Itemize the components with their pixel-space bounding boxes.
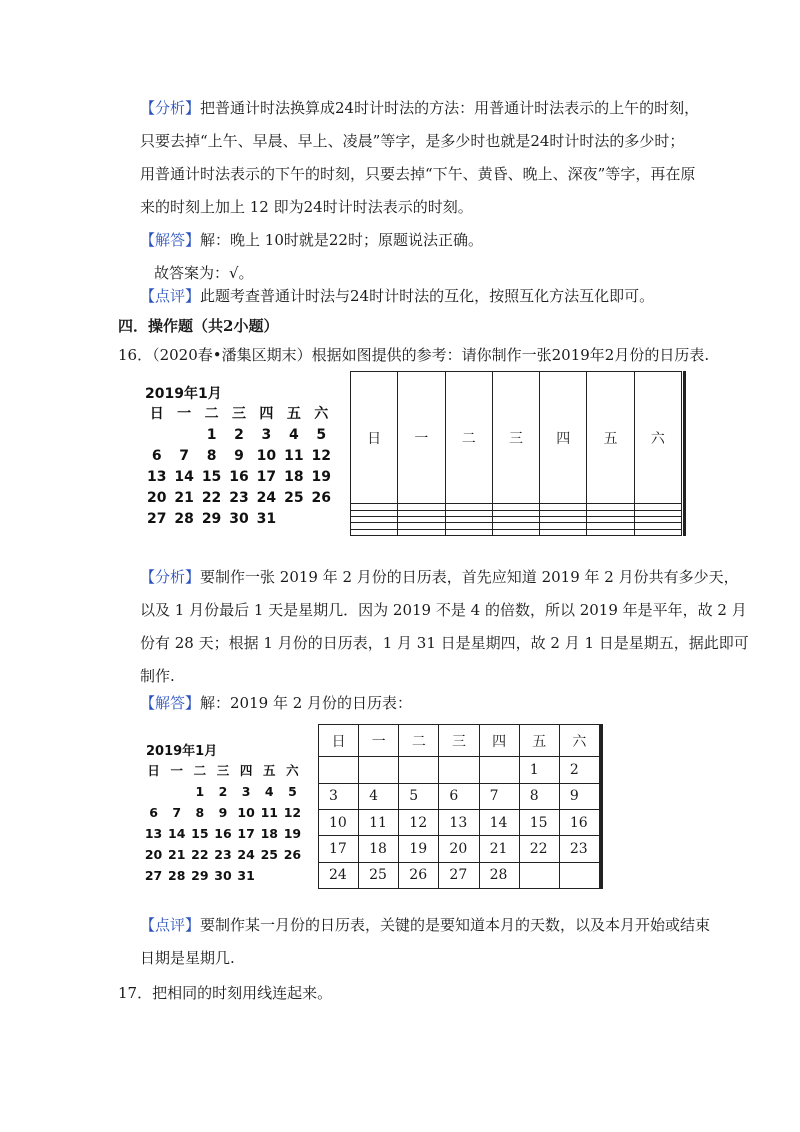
day-number: 29 (201, 511, 222, 527)
table-row (319, 810, 600, 836)
day-number: 16 (229, 469, 249, 485)
day-number: 28 (168, 868, 186, 883)
analysis2-line-4: 制作. (140, 667, 175, 685)
day-number (170, 426, 197, 444)
day-cell: 3 (319, 783, 359, 809)
day-number: 5 (288, 784, 297, 799)
day-cell: 13 (439, 810, 479, 836)
weekday-label: 日 (147, 763, 160, 778)
january-calendar-grid (143, 405, 335, 528)
weekday-label: 日 (149, 406, 164, 422)
answer-tag: 【解答】 (140, 694, 201, 712)
table-row (319, 862, 600, 888)
weekday-header: 四 (479, 725, 519, 757)
day-number: 27 (144, 868, 163, 883)
question-16: 16．（2020春•潘集区期末）根据如图提供的参考：请你制作一张2019年2月份的日历表. (118, 346, 710, 364)
day-number: 9 (218, 805, 228, 820)
day-number: 31 (256, 511, 277, 527)
weekday-label: 四 (259, 406, 274, 422)
weekday-header: 日 (351, 372, 398, 504)
day-cell: 14 (479, 810, 519, 836)
comment2-line-2: 日期是星期几. (140, 949, 235, 967)
weekday-label: 三 (216, 763, 230, 778)
day-cell: 24 (319, 862, 359, 888)
empty-cell (540, 529, 587, 535)
table-row (319, 836, 600, 862)
analysis1-line-1: 【分析】把普通计时法换算成24时计时法的方法：用普通计时法表示的上午的时刻， (140, 99, 700, 117)
day-number: 23 (214, 847, 232, 862)
day-cell: 5 (399, 783, 439, 809)
day-cell: 6 (439, 783, 479, 809)
day-number: 12 (311, 448, 332, 464)
day-number: 7 (172, 805, 182, 820)
day-number: 3 (241, 784, 251, 799)
day-number: 18 (284, 469, 304, 485)
answer1-result: 故答案为：√。 (154, 264, 254, 282)
day-cell (359, 757, 399, 783)
comment1-line: 【点评】此题考查普通计时法与24时计时法的互化，按照互化方法互化即可。 (140, 287, 655, 305)
day-number: 7 (179, 448, 189, 464)
weekday-header: 五 (519, 725, 559, 757)
analysis2-line-3: 份有 28 天；根据 1 月份的日历表，1 月 31 日是星期四，故 2 月 1 日是星期五，据此即可 (140, 634, 749, 652)
day-number: 2 (218, 784, 228, 799)
answer1-line: 【解答】解：晚上 10时就是22时；原题说法正确。 (140, 231, 483, 249)
weekday-header: 三 (439, 725, 479, 757)
day-number (258, 867, 281, 884)
weekday-label: 五 (263, 763, 276, 778)
day-number: 10 (237, 805, 255, 820)
day-number: 18 (260, 826, 278, 841)
weekday-label: 四 (239, 763, 253, 778)
day-cell: 17 (319, 836, 359, 862)
day-cell: 22 (519, 836, 559, 862)
day-number: 9 (234, 448, 244, 464)
day-number: 15 (201, 469, 222, 485)
day-cell: 7 (479, 783, 519, 809)
answer2-line: 【解答】解：2019 年 2 月份的日历表： (140, 694, 413, 712)
day-cell: 16 (559, 810, 599, 836)
day-number: 8 (195, 805, 205, 820)
table-header-row (351, 372, 682, 504)
day-cell: 8 (519, 783, 559, 809)
day-number: 26 (283, 847, 302, 862)
day-number: 14 (168, 826, 186, 841)
day-number (165, 783, 188, 800)
day-number: 1 (206, 427, 217, 443)
day-number (142, 783, 165, 800)
analysis-tag: 【分析】 (140, 568, 201, 586)
day-number: 17 (237, 826, 255, 841)
day-number: 28 (174, 511, 194, 527)
table-right-border (683, 371, 686, 536)
day-number: 13 (144, 826, 163, 841)
day-number: 25 (284, 490, 304, 506)
day-number: 31 (237, 868, 255, 883)
analysis2-line-2: 以及 1 月份最后 1 天是星期几．因为 2019 不是 4 的倍数，所以 2019 年是平年，故 2 月 (140, 601, 747, 619)
table-row (319, 757, 600, 783)
day-number: 26 (311, 490, 332, 506)
day-cell: 21 (479, 836, 519, 862)
day-cell: 1 (519, 757, 559, 783)
day-number: 15 (191, 826, 209, 841)
weekday-header: 二 (399, 725, 439, 757)
weekday-label: 六 (286, 763, 299, 778)
day-cell (519, 862, 559, 888)
weekday-label: 二 (204, 406, 219, 422)
day-number: 3 (261, 427, 272, 443)
day-number: 29 (191, 868, 209, 883)
day-number (143, 426, 170, 444)
january-calendar-grid-2 (142, 762, 304, 884)
day-cell: 23 (559, 836, 599, 862)
day-cell (479, 757, 519, 783)
day-number: 5 (316, 427, 327, 443)
analysis1-line-2: 只要去掉“上午、早晨、早上、凌晨”等字，是多少时也就是24时计时法的多少时； (140, 132, 685, 150)
day-cell (319, 757, 359, 783)
february-calendar-table (318, 724, 600, 889)
day-cell: 11 (359, 810, 399, 836)
weekday-header: 六 (634, 372, 681, 504)
day-number: 20 (146, 490, 167, 506)
day-cell (439, 757, 479, 783)
day-number: 22 (201, 490, 222, 506)
january-calendar-reference-2 (146, 740, 304, 890)
day-cell: 25 (359, 862, 399, 888)
comment-tag: 【点评】 (140, 916, 201, 934)
empty-cell (398, 529, 445, 535)
day-number: 27 (146, 511, 167, 527)
weekday-label: 一 (177, 406, 192, 422)
comment2-line-1: 【点评】要制作某一月份的日历表，关键的是要知道本月的天数，以及本月开始或结束 (140, 916, 711, 934)
day-number: 6 (151, 448, 162, 464)
day-number: 14 (174, 469, 194, 485)
day-number: 4 (264, 784, 274, 799)
table-right-border-2 (600, 724, 603, 889)
weekday-header: 四 (540, 372, 587, 504)
day-number (308, 510, 335, 528)
day-number: 16 (214, 826, 232, 841)
weekday-label: 一 (170, 763, 183, 778)
empty-cell (634, 529, 681, 535)
day-cell: 9 (559, 783, 599, 809)
weekday-header: 日 (319, 725, 359, 757)
day-number: 13 (146, 469, 167, 485)
day-cell: 2 (559, 757, 599, 783)
day-number: 20 (144, 847, 163, 862)
day-number: 1 (195, 784, 205, 799)
day-number: 17 (256, 469, 277, 485)
weekday-header: 五 (587, 372, 634, 504)
weekday-label: 五 (286, 406, 301, 422)
day-number: 23 (229, 490, 249, 506)
weekday-header: 三 (492, 372, 539, 504)
day-number: 22 (191, 847, 209, 862)
day-number (280, 510, 307, 528)
empty-cell (492, 529, 539, 535)
analysis2-line-1: 【分析】要制作一张 2019 年 2 月份的日历表，首先应知道 2019 年 2 月份共有多少天， (140, 568, 739, 586)
day-number: 30 (214, 868, 232, 883)
january-calendar-title-2: 2019年1月 (146, 744, 218, 759)
day-cell: 12 (399, 810, 439, 836)
day-number: 19 (283, 826, 302, 841)
january-calendar-reference (145, 383, 335, 543)
day-cell: 18 (359, 836, 399, 862)
day-number: 10 (256, 448, 277, 464)
day-number: 11 (284, 448, 304, 464)
empty-cell (587, 529, 634, 535)
day-number: 24 (256, 490, 277, 506)
day-cell: 10 (319, 810, 359, 836)
day-cell: 15 (519, 810, 559, 836)
weekday-label: 三 (231, 406, 246, 422)
day-cell: 28 (479, 862, 519, 888)
weekday-header: 六 (559, 725, 599, 757)
weekday-label: 六 (314, 406, 329, 422)
day-number: 19 (311, 469, 332, 485)
table-row (351, 529, 682, 535)
day-cell: 19 (399, 836, 439, 862)
table-row (319, 783, 600, 809)
question-17: 17．把相同的时刻用线连起来。 (118, 984, 333, 1002)
analysis-tag: 【分析】 (140, 99, 201, 117)
weekday-header: 二 (445, 372, 492, 504)
day-number (281, 867, 304, 884)
analysis1-line-3: 用普通计时法表示的下午的时刻，只要去掉“下午、黄昏、晚上、深夜”等字，再在原 (140, 165, 696, 183)
day-number: 12 (283, 805, 302, 820)
day-number: 24 (237, 847, 255, 862)
answer-tag: 【解答】 (140, 231, 201, 249)
january-calendar-title: 2019年1月 (145, 386, 222, 402)
day-cell: 27 (439, 862, 479, 888)
table-header-row (319, 725, 600, 757)
day-number: 21 (174, 490, 194, 506)
day-number: 11 (260, 805, 278, 820)
section-title: 四．操作题（共2小题） (118, 317, 279, 335)
day-cell: 20 (439, 836, 479, 862)
day-number: 21 (168, 847, 186, 862)
analysis1-line-4: 来的时刻上加上 12 即为24时计时法表示的时刻。 (140, 198, 473, 216)
blank-february-table (350, 371, 682, 536)
day-cell: 4 (359, 783, 399, 809)
day-cell (559, 862, 599, 888)
day-cell: 26 (399, 862, 439, 888)
day-number: 25 (260, 847, 278, 862)
day-number: 8 (206, 448, 217, 464)
empty-cell (445, 529, 492, 535)
day-number: 6 (149, 805, 158, 820)
day-number: 2 (234, 427, 244, 443)
day-number: 4 (288, 427, 299, 443)
day-cell (399, 757, 439, 783)
day-number: 30 (229, 511, 249, 527)
weekday-header: 一 (398, 372, 445, 504)
weekday-header: 一 (359, 725, 399, 757)
empty-cell (351, 529, 398, 535)
comment-tag: 【点评】 (140, 287, 201, 305)
weekday-label: 二 (193, 763, 207, 778)
